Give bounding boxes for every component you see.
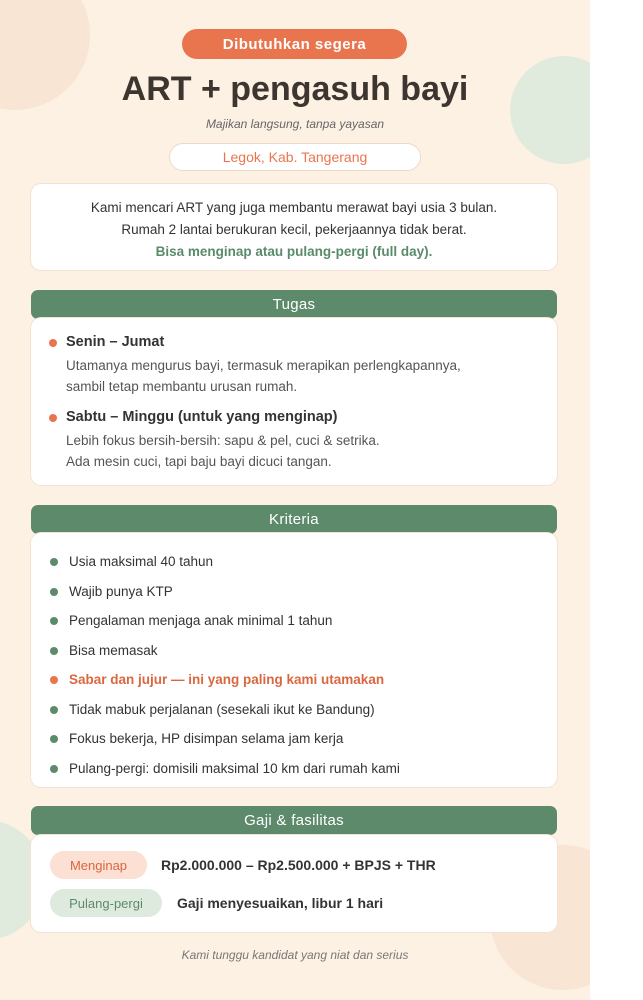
criteria-item: [49, 724, 539, 754]
task-desc: Ada mesin cuci, tapi baju bayi dicuci tangan.: [66, 454, 332, 469]
section-header-tugas: Tugas: [31, 290, 557, 319]
task-desc: sambil tetap membantu urusan rumah.: [66, 379, 298, 394]
task-desc: Utamanya mengurus bayi, termasuk merapikan perlengkapannya,: [66, 358, 461, 373]
criteria-text: Fokus bekerja, HP disimpan selama jam kerja: [69, 731, 344, 746]
page-title: ART + pengasuh bayi: [121, 70, 469, 108]
location-pill: Legok, Kab. Tangerang: [169, 143, 421, 171]
intro-line: Rumah 2 lantai berukuran kecil, pekerjaannya tidak berat.: [121, 222, 467, 237]
bullet-icon: [50, 558, 58, 566]
salary-row: [31, 889, 557, 927]
task-title: Sabtu – Minggu (untuk yang menginap): [66, 409, 338, 425]
bullet-icon: [50, 588, 58, 596]
salary-row: [31, 851, 557, 889]
salary-value: Rp2.000.000 – Rp2.500.000 + BPJS + THR: [161, 857, 436, 873]
criteria-item: [49, 577, 539, 607]
footer-note: Kami tunggu kandidat yang niat dan serius: [181, 948, 409, 962]
task-title: Senin – Jumat: [66, 334, 165, 350]
section-header-gaji: Gaji & fasilitas: [31, 806, 557, 835]
tag-pulang-pergi: Pulang-pergi: [50, 889, 162, 917]
tugas-card: [31, 318, 557, 485]
gaji-card: [31, 835, 557, 932]
criteria-item: [49, 695, 539, 725]
intro-highlight: Bisa menginap atau pulang-pergi (full day).: [155, 244, 433, 259]
bullet-icon: [50, 765, 58, 773]
bullet-icon: [50, 676, 58, 684]
urgent-badge: Dibutuhkan segera: [182, 29, 407, 59]
bullet-icon: [49, 339, 57, 347]
task-item: [49, 334, 537, 397]
criteria-text: Bisa memasak: [69, 642, 158, 658]
bullet-icon: [50, 706, 58, 714]
criteria-item: [49, 547, 539, 577]
section-header-kriteria: Kriteria: [31, 505, 557, 534]
bullet-icon: [50, 617, 58, 625]
intro-card: [31, 184, 557, 270]
criteria-text: Pengalaman menjaga anak minimal 1 tahun: [69, 613, 333, 628]
bullet-icon: [49, 414, 57, 422]
criteria-item: [49, 754, 539, 784]
criteria-text: Usia maksimal 40 tahun: [69, 554, 214, 569]
criteria-item: [49, 606, 539, 636]
task-desc: Lebih fokus bersih-bersih: sapu & pel, cuci & setrika.: [66, 433, 380, 448]
criteria-text: Sabar dan jujur — ini yang paling kami utamakan: [69, 672, 385, 687]
criteria-text: Wajib punya KTP: [69, 583, 173, 599]
tag-menginap: Menginap: [50, 851, 147, 879]
criteria-item: [49, 636, 539, 666]
bullet-icon: [50, 735, 58, 743]
task-item: [49, 409, 537, 472]
kriteria-card: [31, 533, 557, 787]
bullet-icon: [50, 647, 58, 655]
intro-line: Kami mencari ART yang juga membantu merawat bayi usia 3 bulan.: [90, 200, 498, 215]
criteria-item-highlight: [49, 665, 539, 695]
criteria-text: Pulang-pergi: domisili maksimal 10 km dari rumah kami: [69, 760, 400, 776]
salary-value: Gaji menyesuaikan, libur 1 hari: [177, 895, 384, 911]
subtitle: Majikan langsung, tanpa yayasan: [205, 117, 385, 131]
criteria-text: Tidak mabuk perjalanan (sesekali ikut ke Bandung): [69, 701, 375, 717]
